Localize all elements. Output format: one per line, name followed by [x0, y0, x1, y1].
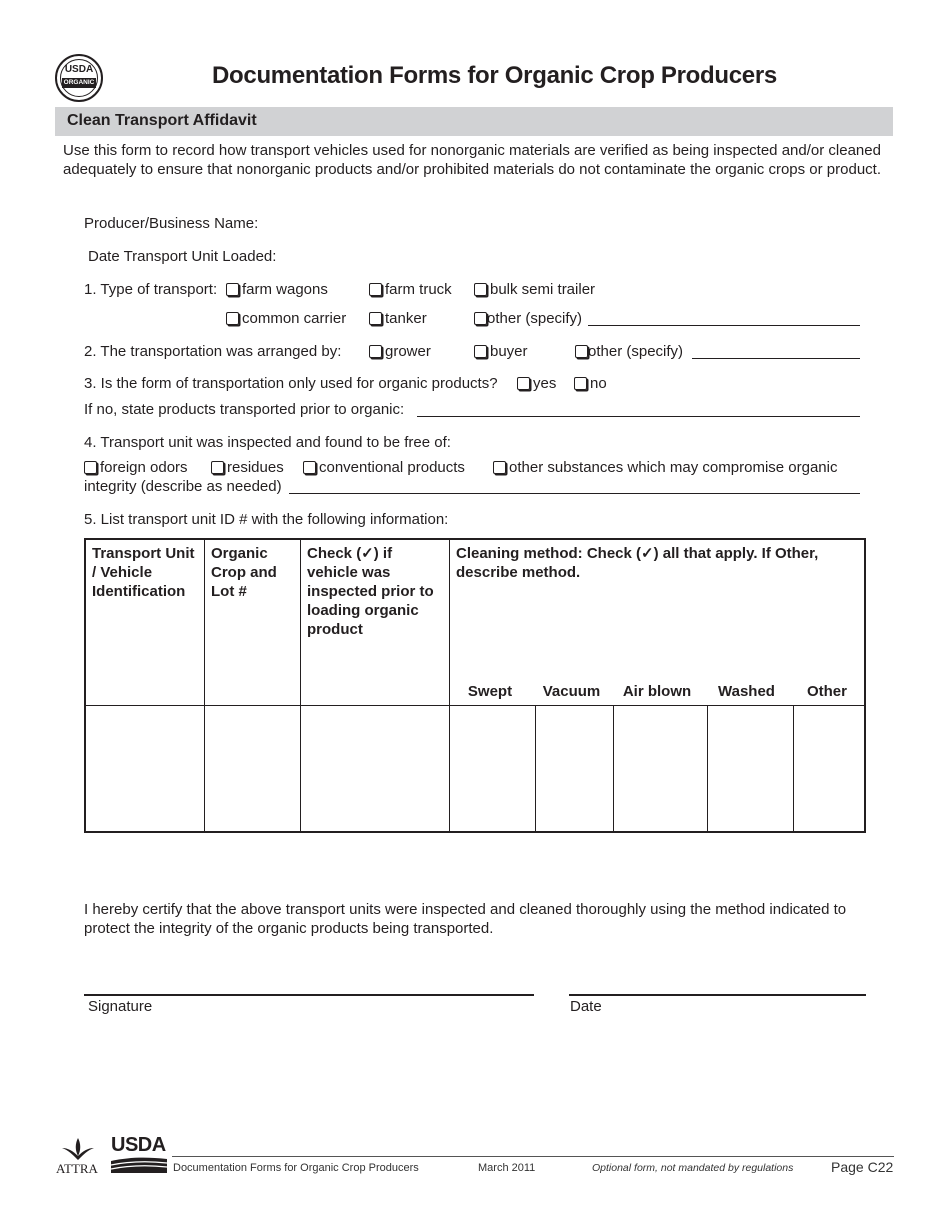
q4-option-residues[interactable]: residues: [211, 458, 284, 477]
q1-label: 1. Type of transport:: [84, 281, 218, 298]
q1-option-bulk-semi[interactable]: bulk semi trailer: [474, 280, 595, 299]
checkbox[interactable]: [474, 345, 487, 358]
checkbox[interactable]: [226, 312, 239, 325]
section-header: [55, 107, 893, 136]
q4-option-conventional[interactable]: conventional products: [303, 458, 465, 477]
q4-continuation: integrity (describe as needed): [84, 478, 282, 495]
page-title: Documentation Forms for Organic Crop Producers: [212, 62, 777, 89]
checkbox[interactable]: [474, 283, 487, 296]
cell-other[interactable]: [794, 705, 866, 832]
seal-text-band: ORGANIC: [63, 79, 95, 86]
cell-washed[interactable]: [708, 705, 794, 832]
q2-other-line[interactable]: [692, 358, 860, 359]
date-line[interactable]: [569, 994, 866, 996]
checkbox[interactable]: [369, 312, 382, 325]
usda-organic-seal: [55, 54, 103, 102]
producer-label: Producer/Business Name:: [84, 215, 259, 232]
q5-label: 5. List transport unit ID # with the following information:: [84, 511, 449, 528]
col-header-transport-unit: Transport Unit / Vehicle Identification: [85, 539, 205, 705]
q3-option-no[interactable]: no: [574, 374, 607, 393]
checkbox[interactable]: [574, 377, 587, 390]
seal-text-top: USDA: [64, 64, 94, 75]
q2-option-other[interactable]: other (specify): [575, 342, 683, 361]
intro-text: Use this form to record how transport vehicles used for nonorganic materials are verified as being inspected and/or cleaned adequately to ensure that nonorganic products and/or prohibited materials do not contaminate the organic crops or product.: [63, 142, 882, 178]
method-washed: Washed: [718, 683, 775, 700]
q1-option-farm-wagons[interactable]: farm wagons: [226, 280, 328, 299]
method-vacuum: Vacuum: [542, 683, 601, 700]
q2-option-grower[interactable]: grower: [369, 342, 431, 361]
usda-landscape-icon: [111, 1157, 167, 1173]
col-header-crop-lot: Organic Crop and Lot #: [205, 539, 301, 705]
q3-option-yes[interactable]: yes: [517, 374, 556, 393]
q4-option-odors[interactable]: foreign odors: [84, 458, 188, 477]
footer-date: March 2011: [478, 1162, 536, 1174]
cell-vacuum[interactable]: [536, 705, 614, 832]
q4-option-other[interactable]: other substances which may compromise organic: [493, 458, 837, 477]
signature-line[interactable]: [84, 994, 534, 996]
footer-rule: [172, 1156, 894, 1157]
col-header-cleaning-method: Cleaning method: Check (✓) all that apply. If Other, describe method.: [450, 539, 866, 705]
date-label: Date: [570, 998, 602, 1015]
checkbox[interactable]: [369, 345, 382, 358]
q1-other-line[interactable]: [588, 325, 860, 326]
col-header-inspected: Check (✓) if vehicle was inspected prior to loading organic product: [301, 539, 450, 705]
section-title: Clean Transport Affidavit: [67, 112, 257, 129]
checkbox[interactable]: [517, 377, 530, 390]
q1-option-other[interactable]: other (specify): [474, 309, 582, 328]
q3-followup-line[interactable]: [417, 416, 860, 417]
checkbox[interactable]: [369, 283, 382, 296]
checkbox[interactable]: [575, 345, 588, 358]
date-loaded-label: Date Transport Unit Loaded:: [88, 248, 277, 265]
method-air-blown: Air blown: [622, 683, 692, 700]
footer-doc-title: Documentation Forms for Organic Crop Producers: [173, 1162, 419, 1174]
cell-transport-unit[interactable]: [85, 705, 205, 832]
footer-note: Optional form, not mandated by regulations: [592, 1162, 794, 1174]
cell-swept[interactable]: [450, 705, 536, 832]
cell-crop-lot[interactable]: [205, 705, 301, 832]
checkbox[interactable]: [226, 283, 239, 296]
checkbox[interactable]: [303, 461, 316, 474]
q3-label: 3. Is the form of transportation only used for organic products?: [84, 375, 498, 392]
page-number: Page C22: [831, 1159, 894, 1175]
checkbox[interactable]: [84, 461, 97, 474]
cell-inspected[interactable]: [301, 705, 450, 832]
certification-text: I hereby certify that the above transport units were inspected and cleaned thoroughly using the method indicated to protect the integrity of the organic products being transported.: [84, 901, 847, 937]
usda-logo-text: USDA: [111, 1134, 166, 1156]
q2-label: 2. The transportation was arranged by:: [84, 343, 342, 360]
attra-logo-text: ATTRA: [56, 1161, 98, 1176]
q2-option-buyer[interactable]: buyer: [474, 342, 528, 361]
attra-leaf-icon: [58, 1138, 98, 1160]
q1-option-tanker[interactable]: tanker: [369, 309, 427, 328]
method-swept: Swept: [467, 683, 513, 700]
method-other: Other: [806, 683, 847, 700]
q1-option-common-carrier[interactable]: common carrier: [226, 309, 346, 328]
cell-air-blown[interactable]: [614, 705, 708, 832]
checkbox[interactable]: [474, 312, 487, 325]
signature-label: Signature: [88, 998, 153, 1015]
q4-label: 4. Transport unit was inspected and found to be free of:: [84, 434, 451, 451]
checkbox[interactable]: [211, 461, 224, 474]
q4-describe-line[interactable]: [289, 493, 860, 494]
q1-option-farm-truck[interactable]: farm truck: [369, 280, 452, 299]
checkbox[interactable]: [493, 461, 506, 474]
q3-followup: If no, state products transported prior to organic:: [84, 401, 405, 418]
